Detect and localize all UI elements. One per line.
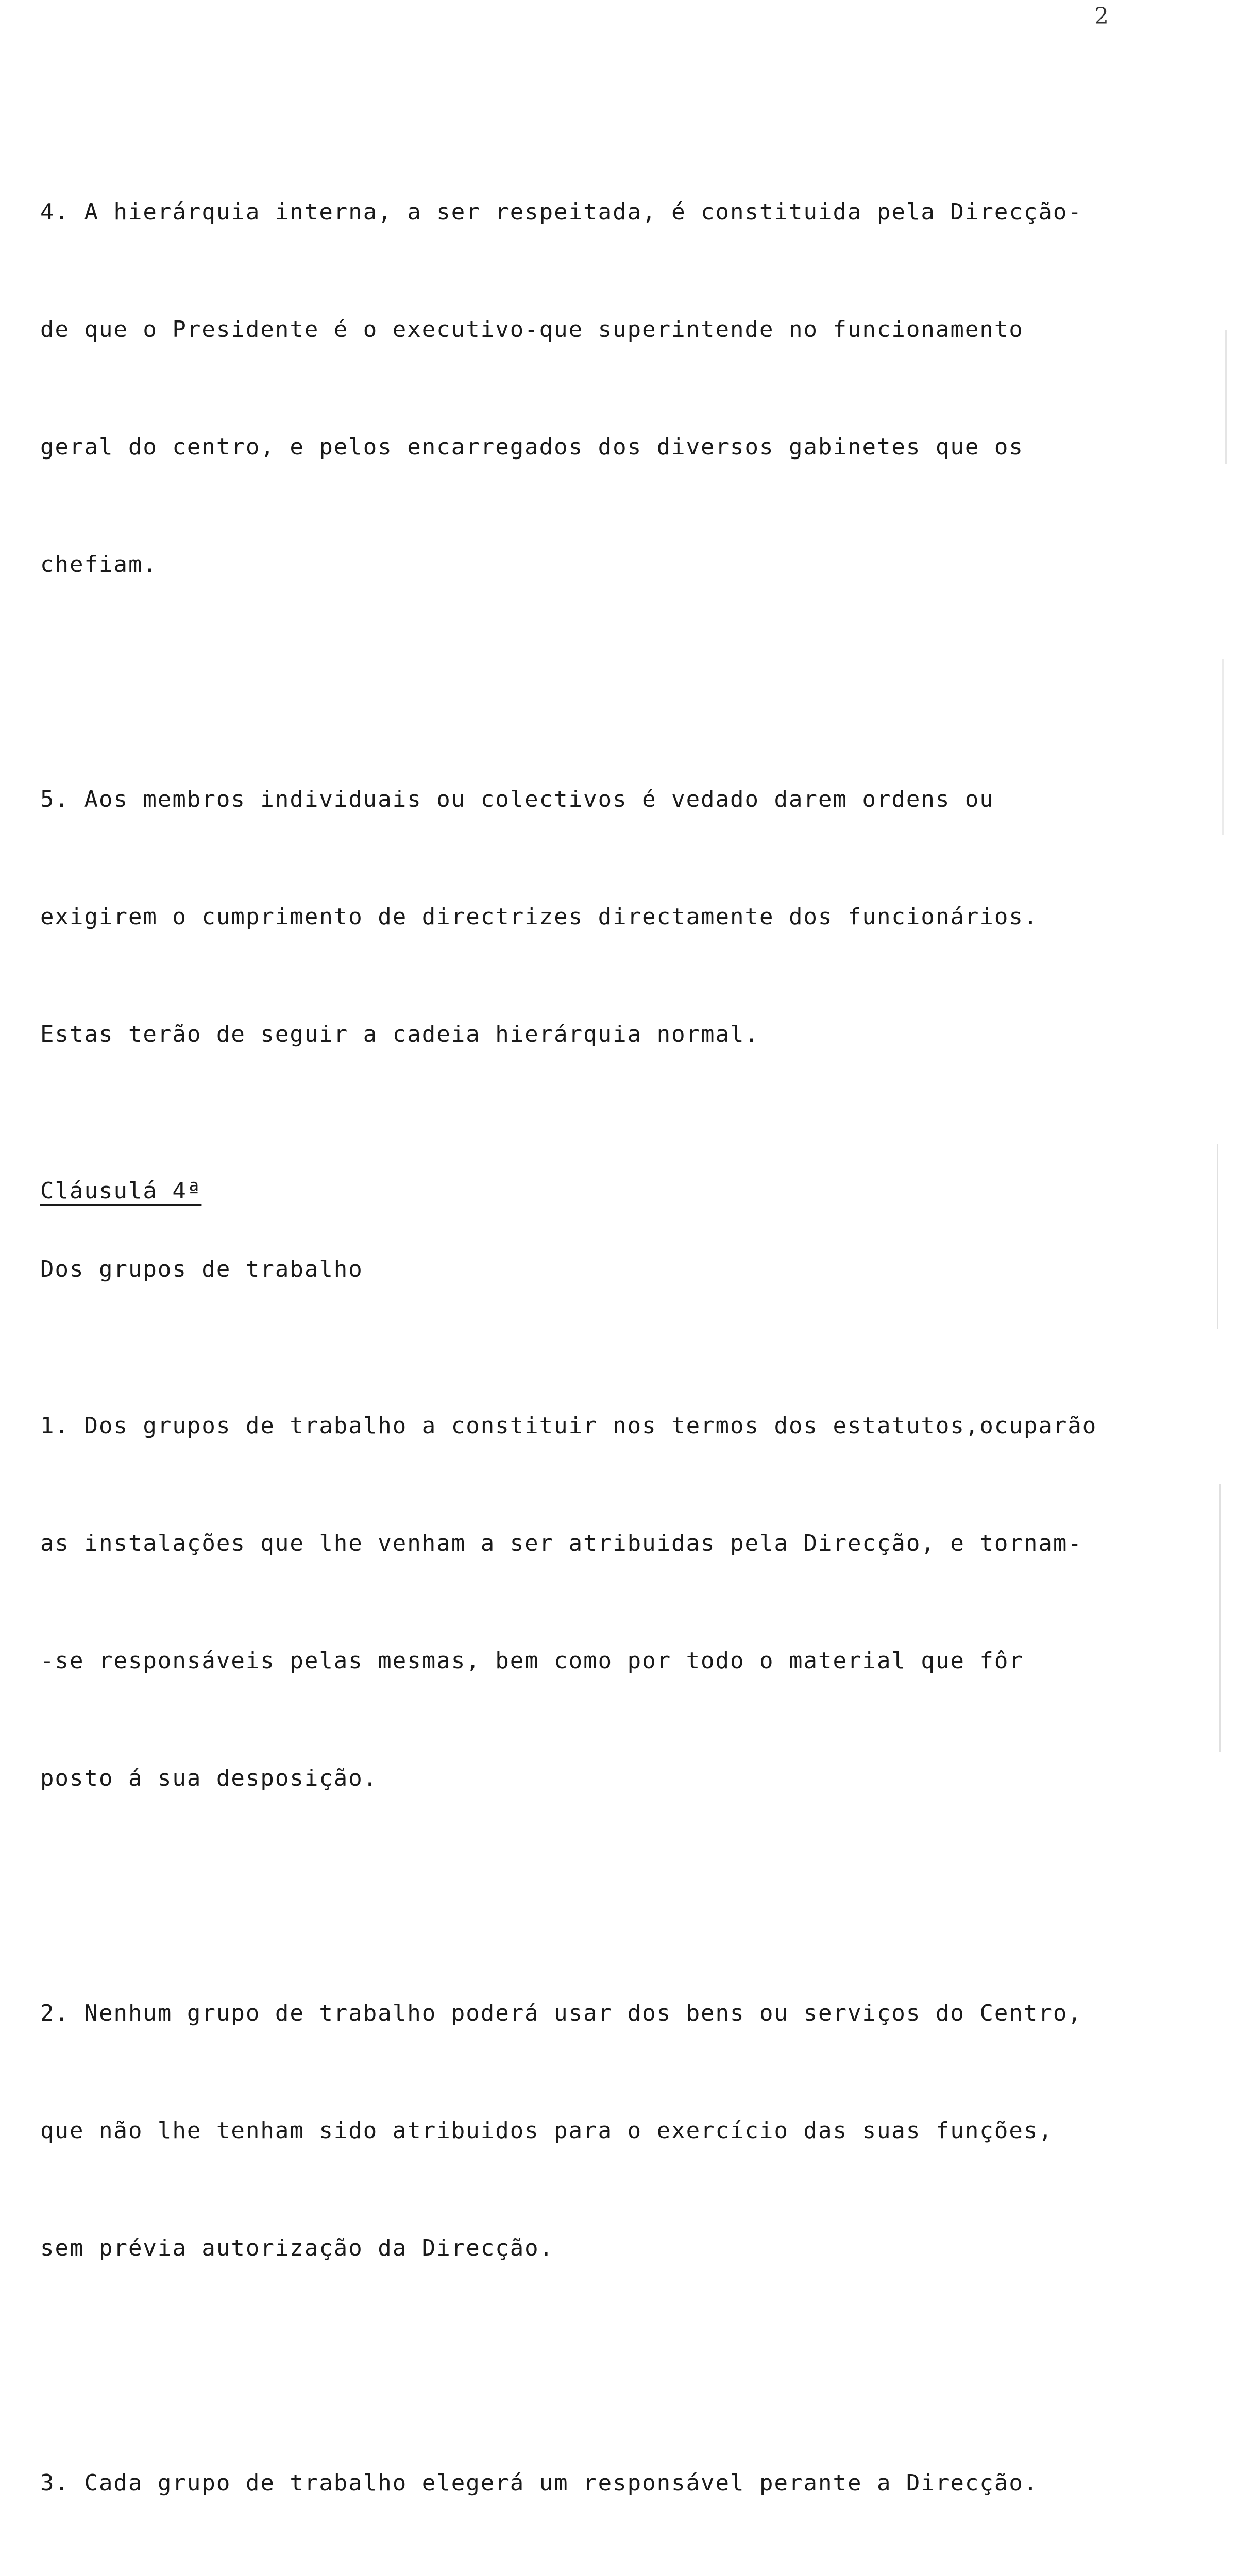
paragraph-5	[40, 702, 1169, 1132]
clausula-4-item-2	[40, 1916, 1169, 2346]
text-line: posto á sua desposição.	[40, 1765, 378, 1791]
clausula-4-title	[40, 1172, 1169, 1211]
text-line: chefiam.	[40, 551, 158, 578]
text-line: as instalações que lhe venham a ser atribuidas pela Direcção, e tornam-	[40, 1530, 1082, 1556]
clausula-4-item-1	[40, 1328, 1169, 1876]
text-line: 4. A hierárquia interna, a ser respeitada, é constituida pela Direcção-	[40, 199, 1082, 225]
clausula-4-title-text: Cláusulá 4ª	[40, 1178, 202, 1204]
text-line: 2. Nenhum grupo de trabalho poderá usar dos bens ou serviços do Centro,	[40, 2000, 1082, 2026]
clausula-4-item-3	[40, 2385, 1169, 2576]
text-line: Estas terão de seguir a cadeia hierárquia normal.	[40, 1021, 760, 1047]
scan-mark	[1219, 1484, 1221, 1752]
text-line: 1. Dos grupos de trabalho a constituir nos termos dos estatutos,ocuparão	[40, 1413, 1097, 1439]
document-body	[40, 114, 1169, 2576]
text-line: geral do centro, e pelos encarregados dos diversos gabinetes que os	[40, 434, 1024, 460]
text-line: exigirem o cumprimento de directrizes directamente dos funcionários.	[40, 904, 1039, 930]
scan-mark	[1217, 1144, 1218, 1329]
scan-mark	[1222, 659, 1224, 835]
text-line: de que o Presidente é o executivo-que superintende no funcionamento	[40, 316, 1024, 343]
text-line: sem prévia autorização da Direcção.	[40, 2235, 554, 2261]
text-line: 3. Cada grupo de trabalho elegerá um responsável perante a Direcção.	[40, 2470, 1039, 2496]
text-line: -se responsáveis pelas mesmas, bem como por todo o material que fôr	[40, 1648, 1024, 1674]
paragraph-4	[40, 114, 1169, 663]
page-number: 2	[1094, 3, 1109, 29]
text-line: 5. Aos membros individuais ou colectivos é vedado darem ordens ou	[40, 786, 994, 812]
scan-mark	[1225, 330, 1227, 464]
clausula-4-subtitle: Dos grupos de trabalho	[40, 1256, 363, 1282]
text-line: que não lhe tenham sido atribuidos para o exercício das suas funções,	[40, 2117, 1053, 2144]
